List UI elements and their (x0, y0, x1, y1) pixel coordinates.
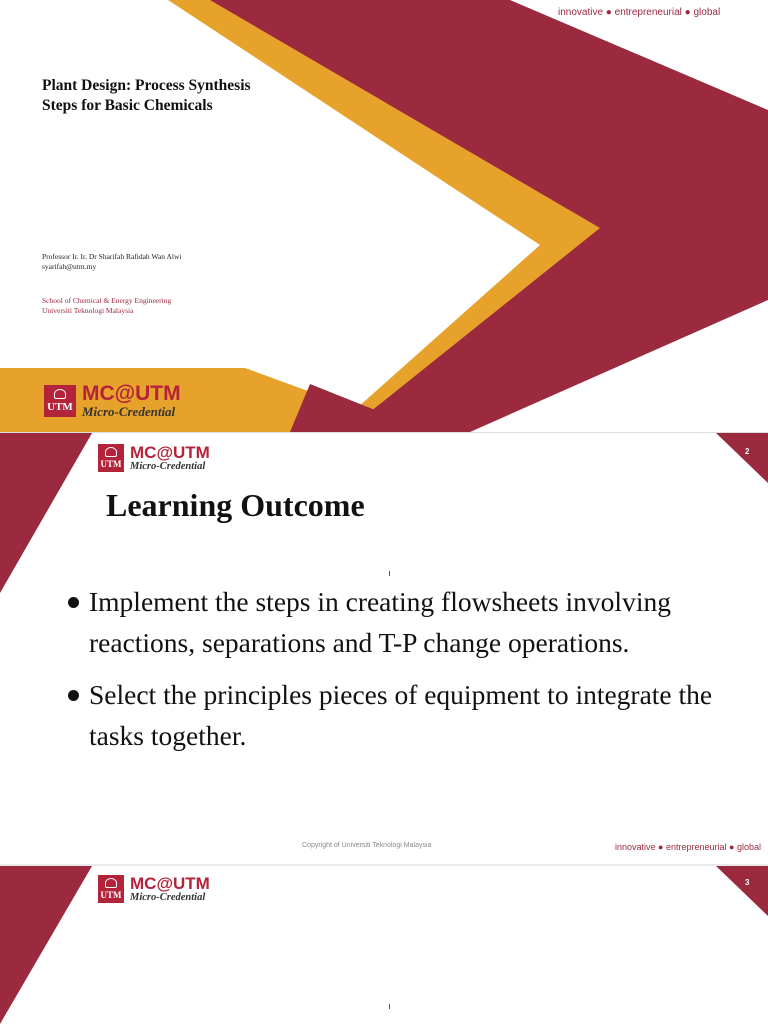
copyright-footer: Copyright of Universiti Teknologi Malaysia (302, 842, 432, 849)
utm-crest-icon: UTM (98, 875, 124, 903)
logo-wordmark: MC@UTM (82, 382, 181, 405)
author-email: syarifah@utm.my (42, 262, 97, 271)
logo-wordmark: MC@UTM (130, 874, 210, 893)
logo-subtitle: Micro-Credential (130, 461, 206, 472)
title-line-2: Steps for Basic Chemicals (42, 97, 213, 114)
bullet-icon (68, 597, 79, 608)
author-name: Professor Ir. Ir. Dr Sharifah Rafidah Wan Alwi (42, 252, 182, 261)
title-line-1: Plant Design: Process Synthesis (42, 77, 251, 94)
bullet-icon (68, 690, 79, 701)
school-name: School of Chemical & Energy Engineering (42, 296, 172, 305)
divider-mark (389, 571, 390, 576)
utm-crest-icon: UTM (98, 444, 124, 472)
list-item: Implement the steps in creating flowsheets involving reactions, separations and T-P change operations. (66, 581, 746, 663)
logo-subtitle: Micro-Credential (130, 892, 206, 903)
learning-outcome-list (66, 581, 746, 767)
mc-utm-logo (98, 875, 210, 904)
utm-crest-icon: UTM (44, 385, 76, 417)
slide-number: 2 (745, 447, 750, 456)
tagline: innovative ● entrepreneurial ● global (558, 7, 721, 18)
affiliation-block (42, 296, 171, 316)
logo-subtitle: Micro-Credential (82, 404, 176, 419)
slide-3 (0, 866, 768, 1024)
title-slide (0, 0, 768, 432)
divider-mark (389, 1004, 390, 1009)
mc-utm-logo (44, 383, 181, 418)
mc-utm-logo (98, 444, 210, 473)
tagline: innovative ● entrepreneurial ● global (615, 842, 761, 852)
author-block (42, 252, 181, 272)
slide-heading: Learning Outcome (106, 487, 365, 523)
slide1-decorative-bands (0, 0, 768, 432)
learning-outcome-slide (0, 432, 768, 865)
list-item: Select the principles pieces of equipment to integrate the tasks together. (66, 674, 746, 756)
slide-number: 3 (745, 878, 750, 887)
logo-wordmark: MC@UTM (130, 443, 210, 462)
presentation-title (42, 76, 342, 116)
university-name: Universiti Teknologi Malaysia (42, 306, 134, 315)
